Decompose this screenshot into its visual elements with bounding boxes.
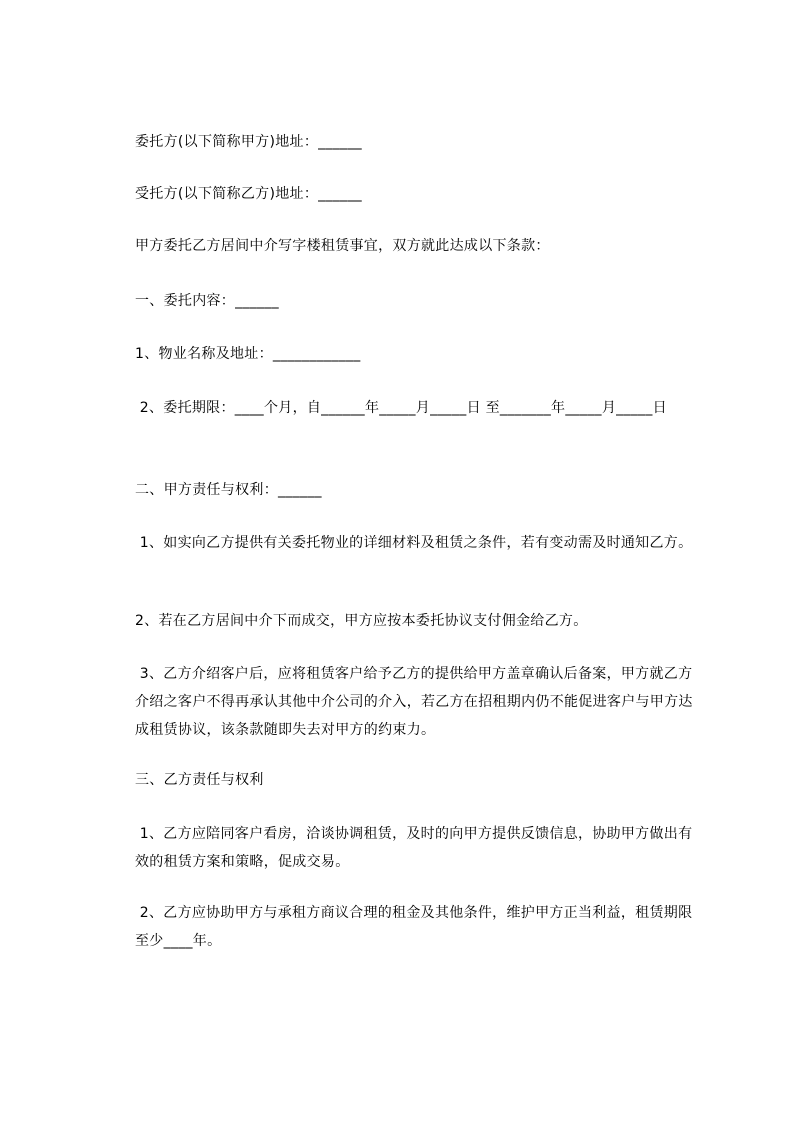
heading-section-1: 一、委托内容：______ xyxy=(135,293,279,309)
paragraph-3-1: 1、乙方应陪同客户看房，洽谈协调租赁，及时的向甲方提供反馈信息，协助甲方做出有效的租赁方案和策略，促成交易。 xyxy=(135,826,693,870)
paragraph-2-3: 3、乙方介绍客户后，应将租赁客户给予乙方的提供给甲方盖章确认后备案，甲方就乙方介绍之客户不得再承认其他中介公司的介入，若乙方在招租期内仍不能促进客户与甲方达成租赁协议，该条款随即失去对甲方的约束力。 xyxy=(135,666,693,738)
paragraph-intro: 甲方委托乙方居间中介写字楼租赁事宜，双方就此达成以下条款： xyxy=(135,238,550,254)
paragraph-principal-address: 委托方(以下简称甲方)地址：______ xyxy=(135,134,362,150)
paragraph-2-2: 2、若在乙方居间中介下而成交，甲方应按本委托协议支付佣金给乙方。 xyxy=(135,613,588,629)
heading-section-3: 三、乙方责任与权利 xyxy=(135,772,264,788)
heading-section-2: 二、甲方责任与权利：______ xyxy=(135,482,322,498)
paragraph-3-2: 2、乙方应协助甲方与承租方商议合理的租金及其他条件，维护甲方正当利益，租赁期限至少____年。 xyxy=(135,905,693,949)
paragraph-property-name: 1、物业名称及地址：____________ xyxy=(135,346,361,362)
paragraph-agent-address: 受托方(以下简称乙方)地址：______ xyxy=(135,186,362,202)
paragraph-term: 2、委托期限：____个月，自______年_____月_____日 至_______年_____月_____日 xyxy=(135,400,667,416)
paragraph-2-1: 1、如实向乙方提供有关委托物业的详细材料及租赁之条件，若有变动需及时通知乙方。 xyxy=(135,535,693,551)
